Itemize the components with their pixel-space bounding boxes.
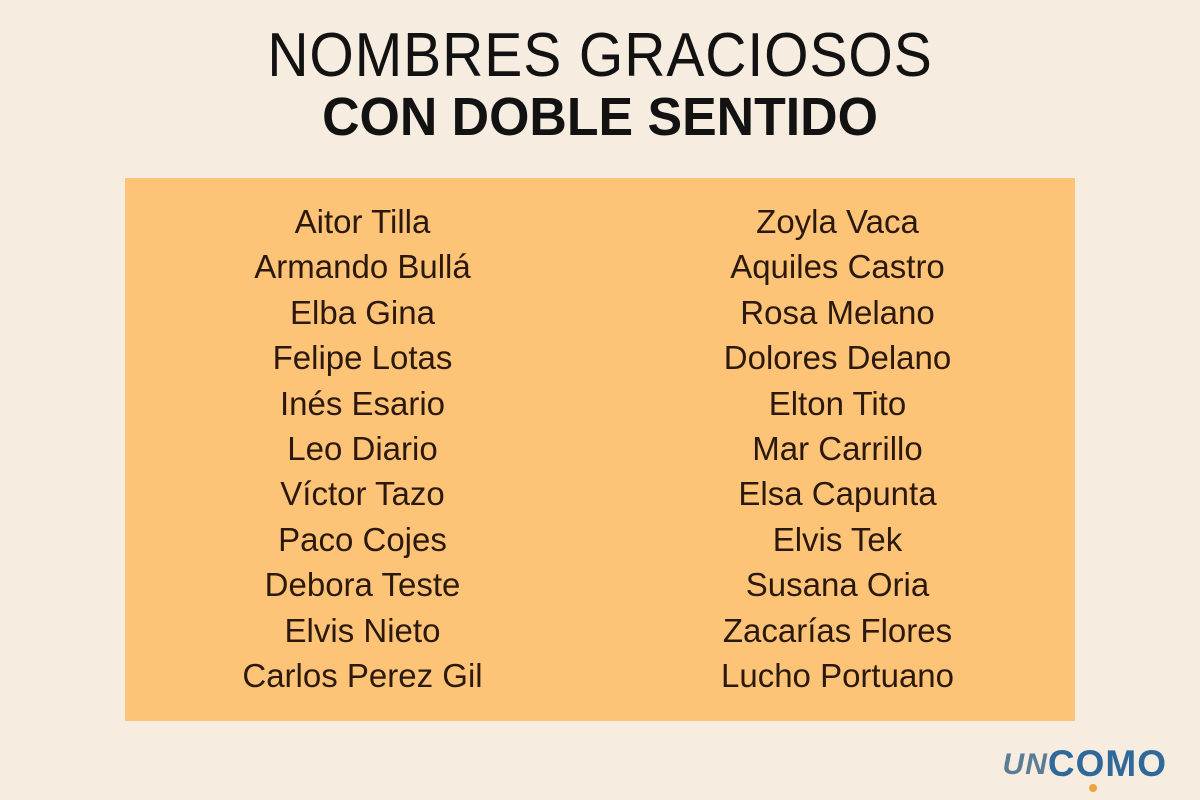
list-item: Lucho Portuano xyxy=(720,657,954,695)
list-item: Inés Esario xyxy=(279,384,446,422)
names-panel xyxy=(125,178,1075,721)
list-item: Carlos Perez Gil xyxy=(242,657,483,695)
list-item: Debora Teste xyxy=(264,566,461,604)
names-column-left xyxy=(125,178,600,721)
page-title xyxy=(0,0,1200,146)
list-item: Elba Gina xyxy=(290,293,435,331)
list-item: Zoyla Vaca xyxy=(756,203,919,240)
list-item: Elvis Tek xyxy=(772,520,903,558)
list-item: Elvis Nieto xyxy=(284,611,441,649)
list-item: Felipe Lotas xyxy=(272,339,453,377)
logo-mo-text: MO xyxy=(1105,743,1167,784)
list-item: Armando Bullá xyxy=(254,248,471,286)
list-item: Susana Oria xyxy=(745,566,930,604)
logo-prefix-text: UN xyxy=(1002,748,1048,781)
list-item: Dolores Delano xyxy=(723,339,952,377)
list-item: Mar Carrillo xyxy=(752,430,923,468)
list-item: Zacarías Flores xyxy=(722,611,953,649)
list-item: Aitor Tilla xyxy=(294,203,431,240)
names-column-right xyxy=(600,178,1075,721)
title-line-1: NOMBRES GRACIOSOS xyxy=(267,21,933,90)
list-item: Aquiles Castro xyxy=(730,248,945,286)
list-item: Leo Diario xyxy=(287,430,438,468)
title-line-2: CON DOBLE SENTIDO xyxy=(322,87,878,147)
list-item: Rosa Melano xyxy=(740,293,935,331)
list-item: Elsa Capunta xyxy=(738,475,937,513)
logo-dot-icon xyxy=(1089,784,1097,792)
logo-co-text: CO xyxy=(1048,740,1106,788)
list-item: Elton Tito xyxy=(768,384,907,422)
list-item: Víctor Tazo xyxy=(280,475,445,513)
list-item: Paco Cojes xyxy=(278,520,447,558)
uncomo-logo xyxy=(1003,740,1167,796)
